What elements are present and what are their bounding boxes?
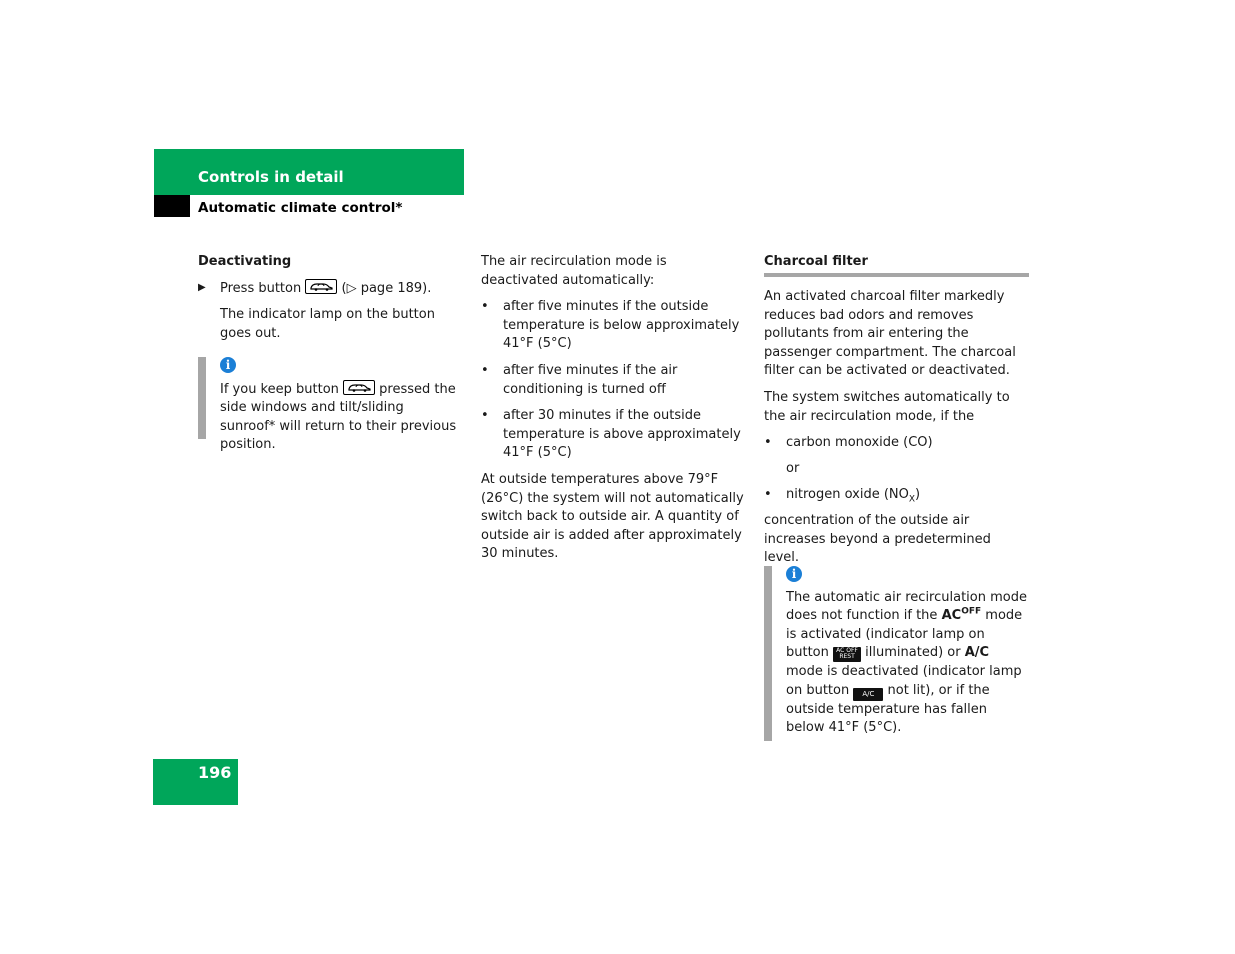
- info-text: If you keep button pressed the side windows and tilt/sliding sunroof* will return to their previous position.: [220, 381, 457, 453]
- heading-rule: [764, 273, 1029, 277]
- heading-charcoal-filter: Charcoal filter: [764, 254, 868, 269]
- ac-off-button-icon: AC OFF REST: [833, 647, 861, 662]
- list-item: • after five minutes if the air conditioning is turned off: [481, 362, 678, 397]
- info-icon: i: [220, 357, 236, 373]
- charcoal-para-1: An activated charcoal filter markedly reduces bad odors and removes pollutants from air entering the passenger compartment. The charcoal filter can be activated or deactivated.: [764, 289, 1016, 379]
- heading-deactivating: Deactivating: [198, 254, 292, 269]
- page-number: 196: [198, 763, 232, 782]
- recirculation-button-icon: [343, 380, 375, 395]
- info-icon: i: [786, 566, 802, 582]
- step-result: The indicator lamp on the button goes out.: [220, 307, 435, 341]
- charcoal-para-3: concentration of the outside air increases beyond a predetermined level.: [764, 512, 991, 566]
- info-box-hold-button: [198, 357, 460, 453]
- list-item: • after 30 minutes if the outside temperature is above approximately 41°F (5°C): [481, 408, 741, 461]
- column-deactivating: [198, 253, 463, 343]
- recirculation-intro: The air recirculation mode is deactivated automatically:: [481, 254, 667, 288]
- info-text: The automatic air recirculation mode does not function if the $AC^{OFF}$ mode is activated (indicator lamp on button AC OFF REST illuminated) or A/C mode is deactivated (indicator lamp on button A/C not lit), or if the outside temperature has fallen below 41°F (5°C).: [786, 589, 1027, 736]
- section-title: Controls in detail: [198, 168, 344, 186]
- charcoal-filter-body: [764, 288, 1029, 568]
- ac-button-icon: A/C: [853, 688, 883, 701]
- list-item: • after five minutes if the outside temperature is below approximately 41°F (5°C): [481, 299, 740, 352]
- column-recirculation: [481, 253, 746, 564]
- step-press-button: [198, 279, 463, 299]
- recirculation-button-icon: [305, 279, 337, 294]
- list-item: • carbon monoxide (CO): [764, 435, 933, 451]
- or-text: or: [786, 460, 800, 476]
- list-item: • nitrogen oxide $(NO_X)$: [764, 487, 921, 505]
- subsection-title: Automatic climate control*: [198, 200, 403, 216]
- column-charcoal-filter: [764, 253, 1029, 272]
- charcoal-para-2: The system switches automatically to the air recirculation mode, if the: [764, 389, 1010, 424]
- step-text: Press button: [220, 280, 302, 296]
- step-arrow-icon: ▶: [198, 281, 206, 293]
- subsection-marker: [154, 195, 190, 217]
- info-box-recirculation: [764, 566, 1029, 741]
- page-reference: (▷ page 189).: [341, 280, 432, 296]
- recirculation-closing: At outside temperatures above 79°F (26°C) the system will not automatically switch back to outside air. A quantity of outside air is added after approximately 30 minutes.: [481, 471, 744, 562]
